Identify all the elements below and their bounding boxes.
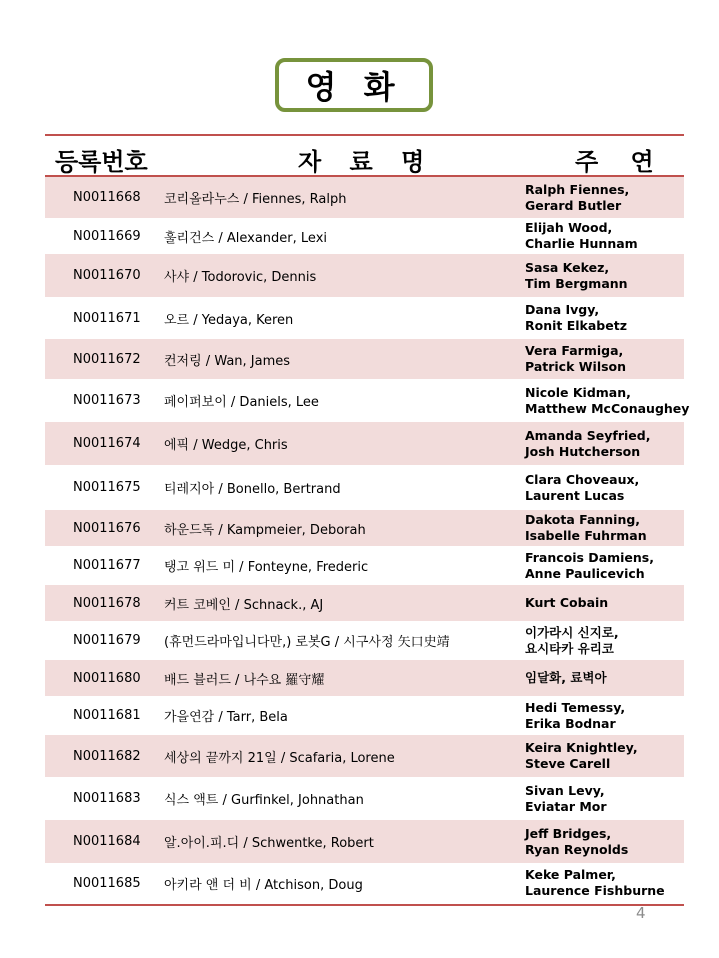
- cast-cell: [525, 422, 650, 465]
- cast-cell: [525, 660, 607, 696]
- table-row: [45, 422, 684, 465]
- reg-no-cell: N0011681: [73, 708, 141, 723]
- cast-cell: [525, 218, 638, 254]
- reg-no-cell: N0011685: [73, 875, 141, 891]
- title-cell: 세상의 끝까지 21일 / Scafaria, Lorene: [164, 750, 395, 766]
- table-row: [45, 621, 684, 660]
- reg-no-cell: N0011684: [73, 834, 141, 849]
- title-cell: (휴먼드라마입니다만,) 로봇G / 시구사정 矢口史靖: [164, 635, 450, 650]
- table-row: [45, 820, 684, 863]
- cast-line: Keke Palmer,: [525, 867, 616, 882]
- header-cast: 주 연: [575, 148, 666, 176]
- cast-line: Amanda Seyfried,: [525, 427, 651, 443]
- table-row: [45, 379, 690, 422]
- cast-line: Keira Knightley,: [525, 740, 638, 755]
- reg-no-cell: N0011682: [73, 748, 141, 764]
- cast-line: Elijah Wood,: [525, 220, 613, 235]
- title-cell: 에픽 / Wedge, Chris: [164, 438, 288, 453]
- title-cell: 코리올라누스 / Fiennes, Ralph: [164, 192, 347, 207]
- table-row: [45, 585, 684, 621]
- reg-no-cell: N0011674: [73, 436, 141, 451]
- table-row: [45, 297, 684, 339]
- reg-no-cell: N0011670: [73, 268, 141, 283]
- cast-cell: [525, 585, 608, 621]
- table-bottom-rule: [45, 904, 684, 906]
- cast-line: Dana Ivgy,: [525, 302, 600, 317]
- title-cell: 탱고 위드 미 / Fonteyne, Frederic: [164, 560, 369, 575]
- cast-line: Patrick Wilson: [525, 359, 627, 374]
- cast-line: Dakota Fanning,: [525, 512, 641, 527]
- cast-cell: [525, 339, 626, 379]
- cast-line: Ronit Elkabetz: [525, 318, 627, 333]
- table-row: [45, 863, 684, 903]
- title-cell: 알.아이.피.디 / Schwentke, Robert: [164, 836, 374, 851]
- cast-line: 요시타카 유리코: [525, 640, 614, 656]
- cast-line: Kurt Cobain: [525, 595, 609, 610]
- cast-line: Tim Bergmann: [525, 275, 628, 291]
- title-cell: 티레지아 / Bonello, Bertrand: [164, 482, 341, 497]
- cast-line: Ralph Fiennes,: [525, 181, 630, 197]
- reg-no-cell: N0011669: [73, 228, 141, 244]
- cast-line: Charlie Hunnam: [525, 236, 638, 251]
- title-cell: 페이퍼보이 / Daniels, Lee: [164, 395, 319, 410]
- cast-cell: [525, 735, 638, 777]
- cast-line: Laurent Lucas: [525, 487, 625, 503]
- title-cell: 사샤 / Todorovic, Dennis: [164, 270, 317, 285]
- reg-no-cell: N0011683: [73, 791, 141, 806]
- cast-cell: [525, 820, 628, 863]
- cast-cell: [525, 777, 607, 820]
- reg-no-cell: N0011668: [73, 190, 141, 205]
- title-cell: 컨저링 / Wan, James: [164, 353, 291, 369]
- cast-cell: [525, 177, 629, 218]
- cast-line: Steve Carell: [525, 756, 611, 771]
- cast-cell: [525, 863, 665, 903]
- cast-line: Josh Hutcherson: [525, 443, 641, 459]
- cast-line: Isabelle Fuhrman: [525, 528, 647, 543]
- cast-line: Sasa Kekez,: [525, 259, 610, 275]
- cast-line: Gerard Butler: [525, 197, 622, 213]
- cast-cell: [525, 621, 619, 660]
- title-cell: 오르 / Yedaya, Keren: [164, 312, 294, 328]
- cast-line: 이가라시 신지로,: [525, 624, 619, 640]
- cast-cell: [525, 254, 628, 297]
- table-row: [45, 735, 684, 777]
- cast-line: Hedi Temessy,: [525, 699, 626, 715]
- table-row: [45, 339, 684, 379]
- reg-no-cell: N0011680: [73, 670, 141, 686]
- cast-line: Sivan Levy,: [525, 782, 605, 798]
- cast-line: Jeff Bridges,: [525, 825, 612, 841]
- page-number: 4: [636, 904, 646, 922]
- table-body: [45, 177, 690, 903]
- cast-cell: [525, 297, 627, 339]
- reg-no-cell: N0011678: [73, 595, 141, 611]
- table-row: [45, 510, 684, 546]
- page-title: 영 화: [275, 58, 433, 112]
- cast-cell: [525, 546, 654, 585]
- title-cell: 아키라 앤 더 비 / Atchison, Doug: [164, 877, 363, 893]
- cast-line: Erika Bodnar: [525, 715, 616, 731]
- cast-line: Nicole Kidman,: [525, 384, 631, 400]
- cast-cell: [525, 379, 689, 422]
- reg-no-cell: N0011671: [73, 310, 141, 326]
- table-row: [45, 465, 684, 510]
- table-row: [45, 696, 684, 735]
- cast-cell: [525, 696, 625, 735]
- title-cell: 하운드독 / Kampmeier, Deborah: [164, 522, 366, 538]
- table-row: [45, 546, 684, 585]
- title-cell: 가을연감 / Tarr, Bela: [164, 710, 288, 725]
- table-header: [45, 136, 684, 176]
- header-title: 자 료 명: [298, 148, 435, 176]
- cast-line: Eviatar Mor: [525, 798, 607, 814]
- table-row: [45, 218, 684, 254]
- title-cell: 식스 액트 / Gurfinkel, Johnathan: [164, 793, 364, 808]
- cast-line: Matthew McConaughey: [525, 400, 690, 416]
- header-reg-no: 등록번호: [55, 148, 148, 176]
- title-cell: 커트 코베인 / Schnack., AJ: [164, 597, 324, 613]
- reg-no-cell: N0011672: [73, 351, 141, 367]
- reg-no-cell: N0011679: [73, 633, 141, 648]
- cast-line: Ryan Reynolds: [525, 841, 629, 857]
- cast-cell: [525, 465, 639, 510]
- cast-line: Vera Farmiga,: [525, 343, 624, 358]
- title-cell: 배드 블러드 / 나수요 羅守耀: [164, 672, 325, 688]
- reg-no-cell: N0011673: [73, 393, 141, 408]
- cast-line: Anne Paulicevich: [525, 565, 645, 581]
- cast-line: Clara Choveaux,: [525, 471, 640, 487]
- title-cell: 훌리건스 / Alexander, Lexi: [164, 230, 327, 246]
- cast-line: Laurence Fishburne: [525, 883, 665, 898]
- cast-line: 임달화, 료벽아: [525, 670, 607, 685]
- cast-line: Francois Damiens,: [525, 549, 654, 565]
- table-row: [45, 254, 684, 297]
- table-row: [45, 777, 684, 820]
- reg-no-cell: N0011677: [73, 558, 141, 573]
- table-row: [45, 660, 684, 696]
- reg-no-cell: N0011675: [73, 480, 141, 495]
- reg-no-cell: N0011676: [73, 520, 141, 536]
- cast-cell: [525, 510, 647, 546]
- table-row: [45, 177, 684, 218]
